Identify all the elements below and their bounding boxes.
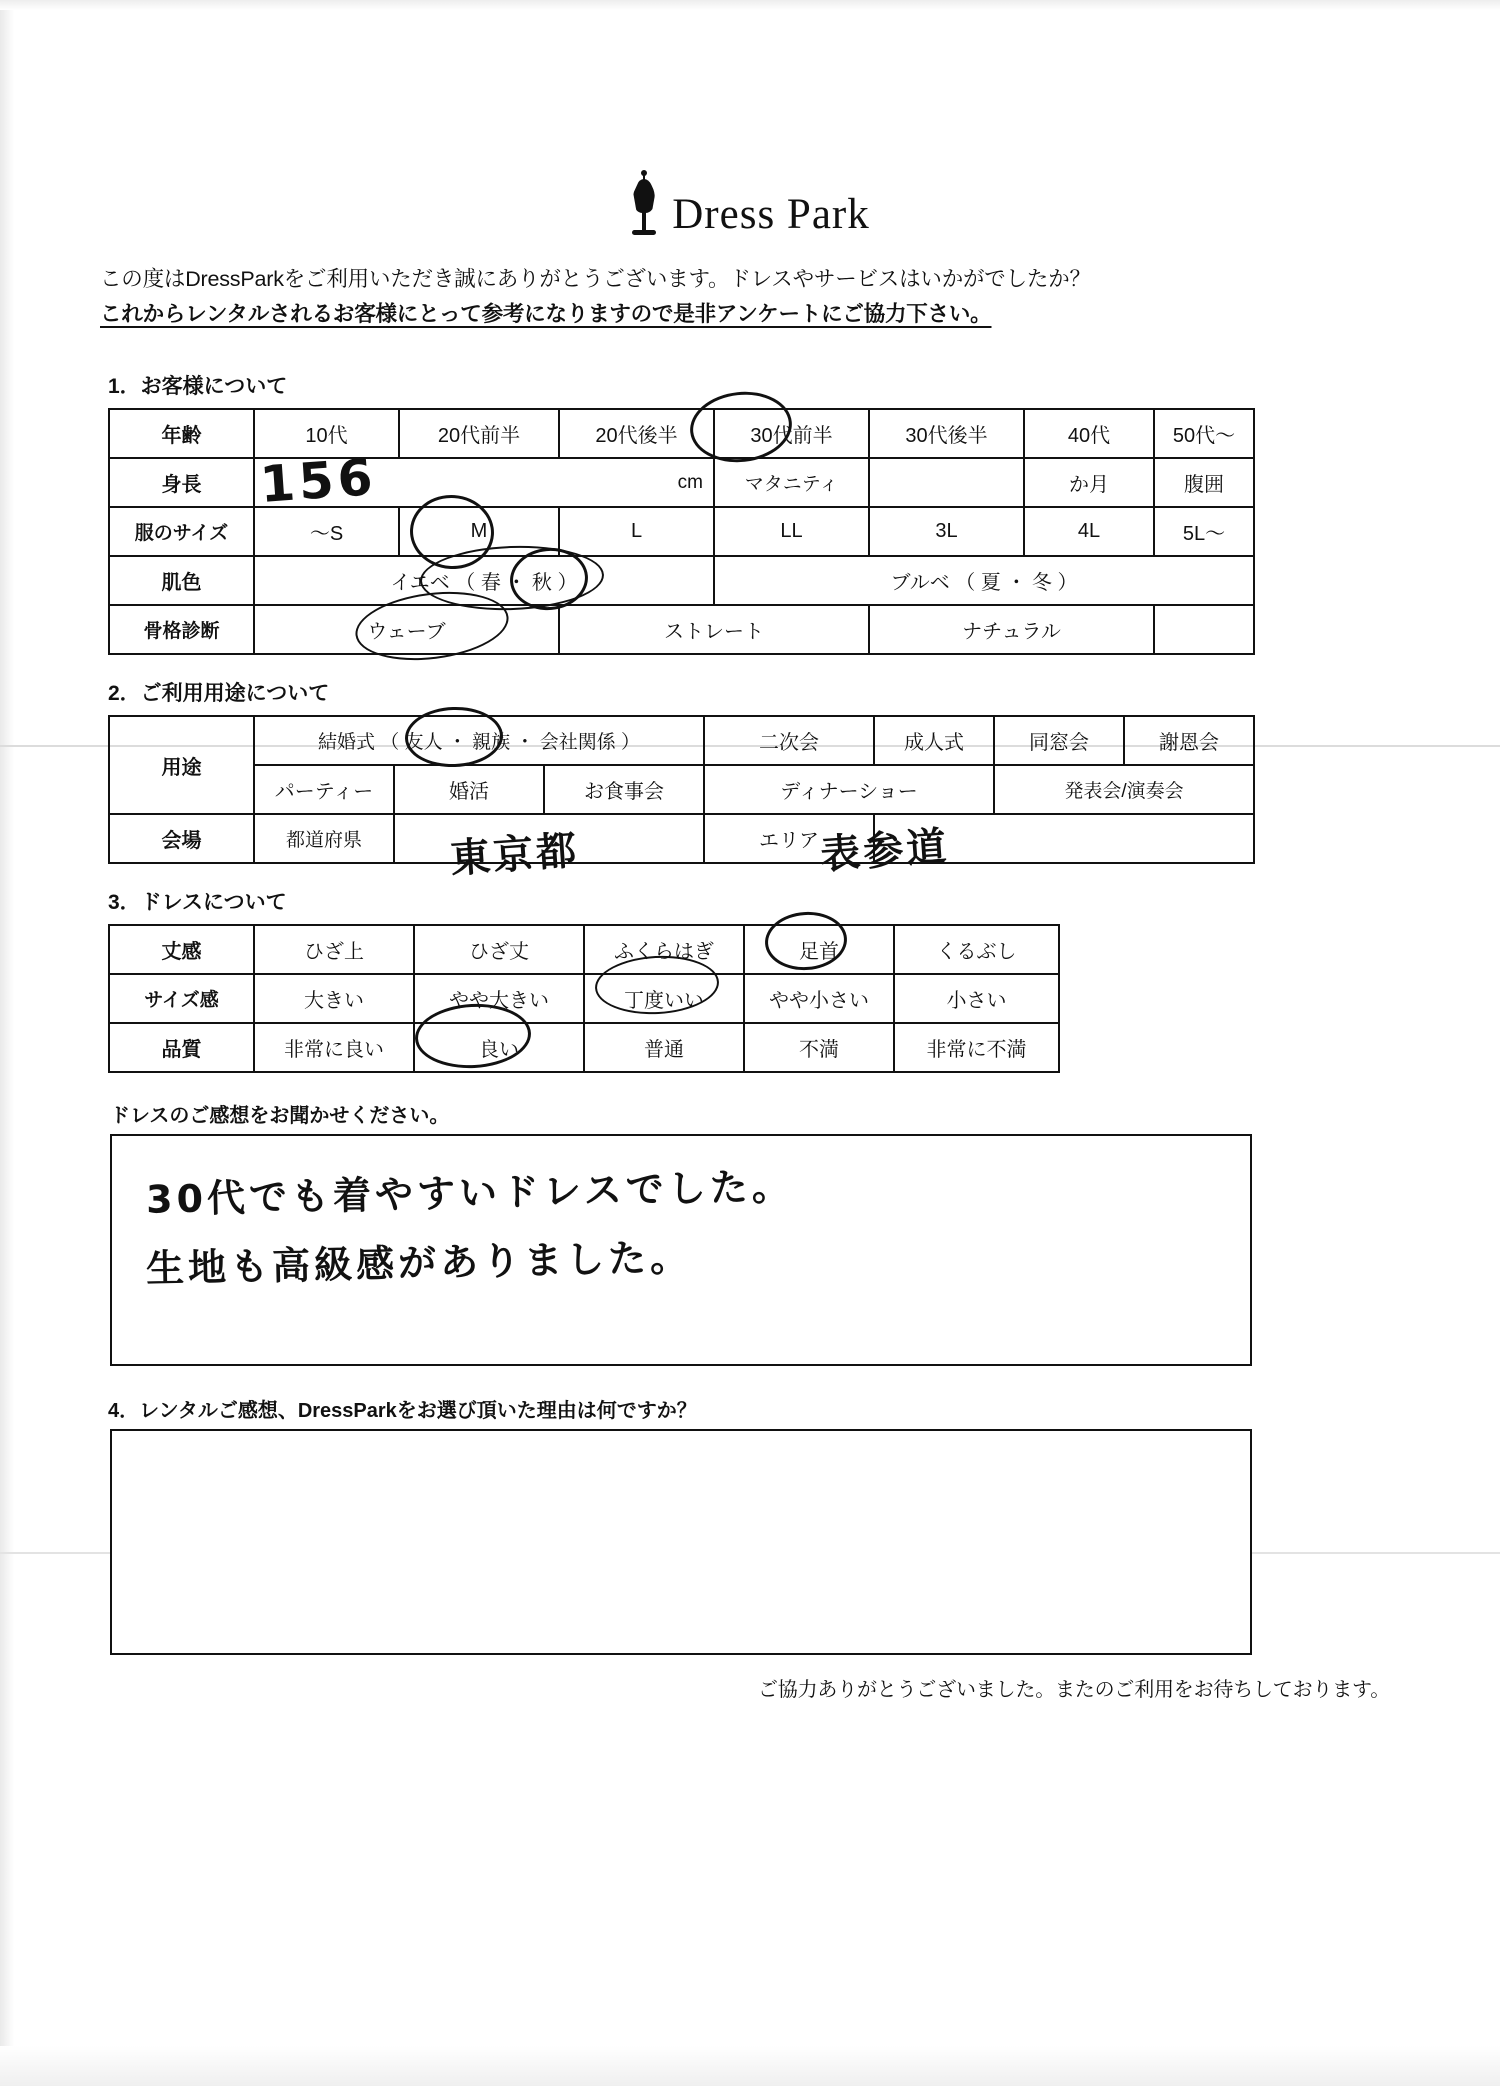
quality-very-unsatisfied[interactable]: 非常に不満 [894, 1023, 1059, 1072]
row-label-fit: サイズ感 [109, 974, 254, 1023]
customer-table [108, 408, 1255, 655]
purpose-wedding[interactable]: 結婚式 （ 友人 ・ 親族 ・ 会社関係 ） [254, 716, 704, 765]
venue-prefecture-value[interactable] [394, 814, 704, 863]
maternity-months-label: か月 [1024, 458, 1154, 507]
length-above-knee[interactable]: ひざ上 [254, 925, 414, 974]
skin-tone-yellow-base[interactable]: イエベ （ 春 ・ 秋 ） [254, 556, 714, 605]
quality-very-good[interactable]: 非常に良い [254, 1023, 414, 1072]
row-label-purpose: 用途 [109, 716, 254, 814]
venue-prefecture-label: 都道府県 [254, 814, 394, 863]
table-row-bone-diagnosis [109, 605, 1254, 654]
fit-slightly-small[interactable]: やや小さい [744, 974, 894, 1023]
maternity-months-cell[interactable] [869, 458, 1024, 507]
belly-label: 腹囲 [1154, 458, 1254, 507]
purpose-party[interactable]: パーティー [254, 765, 394, 814]
bone-option-wave[interactable]: ウェーブ [254, 605, 559, 654]
quality-good[interactable]: 良い [414, 1023, 584, 1072]
table-row-purpose-1 [109, 716, 1254, 765]
size-option-m[interactable]: M [399, 507, 559, 556]
usage-table [108, 715, 1255, 864]
table-row-length [109, 925, 1059, 974]
purpose-dining[interactable]: お食事会 [544, 765, 704, 814]
fit-just-right[interactable]: 丁度いい [584, 974, 744, 1023]
table-row-age [109, 409, 1254, 458]
row-label-quality: 品質 [109, 1023, 254, 1072]
size-option-ll[interactable]: LL [714, 507, 869, 556]
table-row-venue [109, 814, 1254, 863]
comment-box[interactable] [110, 1134, 1252, 1366]
purpose-recital[interactable]: 発表会/演奏会 [994, 765, 1254, 814]
age-option-20s-early[interactable]: 20代前半 [399, 409, 559, 458]
row-label-age: 年齢 [109, 409, 254, 458]
mannequin-icon [630, 170, 658, 236]
quality-normal[interactable]: 普通 [584, 1023, 744, 1072]
fit-large[interactable]: 大きい [254, 974, 414, 1023]
brand-name: Dress Park [672, 191, 870, 238]
quality-unsatisfied[interactable]: 不満 [744, 1023, 894, 1072]
brand-logo [100, 170, 1400, 236]
handwritten-area: 表参道 [818, 823, 951, 879]
table-row-purpose-2 [109, 765, 1254, 814]
size-option-s[interactable]: 〜S [254, 507, 399, 556]
row-label-bone-diagnosis: 骨格診断 [109, 605, 254, 654]
skin-tone-blue-base[interactable]: ブルベ （ 夏 ・ 冬 ） [714, 556, 1254, 605]
empty-cell [1154, 605, 1254, 654]
intro-line-2: これからレンタルされるお客様にとって参考になりますので是非アンケートにご協力下さい。 [100, 302, 992, 326]
purpose-thanksgiving[interactable]: 謝恩会 [1124, 716, 1254, 765]
length-knee[interactable]: ひざ丈 [414, 925, 584, 974]
table-row-height [109, 458, 1254, 507]
venue-area-label: エリア [704, 814, 874, 863]
purpose-reunion[interactable]: 同窓会 [994, 716, 1124, 765]
row-label-clothing-size: 服のサイズ [109, 507, 254, 556]
length-ankle[interactable]: 足首 [744, 925, 894, 974]
fit-slightly-large[interactable]: やや大きい [414, 974, 584, 1023]
purpose-coming-of-age[interactable]: 成人式 [874, 716, 994, 765]
age-option-40s[interactable]: 40代 [1024, 409, 1154, 458]
section-title-usage: 2．ご利用用途について [108, 682, 330, 705]
scan-edge-top [0, 0, 1500, 10]
dress-table [108, 924, 1060, 1073]
height-unit: cm [677, 471, 703, 493]
size-option-4l[interactable]: 4L [1024, 507, 1154, 556]
row-label-height: 身長 [109, 458, 254, 507]
purpose-afterparty[interactable]: 二次会 [704, 716, 874, 765]
row-label-venue: 会場 [109, 814, 254, 863]
question4-box[interactable] [110, 1429, 1252, 1655]
handwritten-height-value: 156 [258, 448, 379, 514]
age-option-30s-late[interactable]: 30代後半 [869, 409, 1024, 458]
table-row-quality [109, 1023, 1059, 1072]
scan-edge-bottom [0, 2046, 1500, 2086]
venue-area-value[interactable] [874, 814, 1254, 863]
fit-small[interactable]: 小さい [894, 974, 1059, 1023]
section-title-customer: 1．お客様について [108, 375, 288, 398]
purpose-matchmaking[interactable]: 婚活 [394, 765, 544, 814]
table-row-clothing-size [109, 507, 1254, 556]
handwritten-comment-line-1: 30代でも着やすいドレスでした。 [145, 1164, 795, 1222]
size-option-l[interactable]: L [559, 507, 714, 556]
section-title-dress: 3．ドレスについて [108, 891, 287, 914]
age-option-30s-early[interactable]: 30代前半 [714, 409, 869, 458]
footer-text: ご協力ありがとうございました。またのご利用をお待ちしております。 [758, 1679, 1390, 1701]
bone-option-straight[interactable]: ストレート [559, 605, 869, 654]
age-option-20s-late[interactable]: 20代後半 [559, 409, 714, 458]
length-anklebone[interactable]: くるぶし [894, 925, 1059, 974]
table-row-skin-tone [109, 556, 1254, 605]
question4-label: 4．レンタルご感想、DressParkをお選び頂いた理由は何ですか？ [108, 1400, 697, 1422]
purpose-dinner-show[interactable]: ディナーショー [704, 765, 994, 814]
intro-line-1: この度はDressParkをご利用いただき誠にありがとうございます。ドレスやサービスはいかがでしたか？ [100, 267, 1091, 291]
bone-option-natural[interactable]: ナチュラル [869, 605, 1154, 654]
size-option-3l[interactable]: 3L [869, 507, 1024, 556]
maternity-label: マタニティ [714, 458, 869, 507]
height-value-cell[interactable] [254, 458, 714, 507]
length-calf[interactable]: ふくらはぎ [584, 925, 744, 974]
age-option-10s[interactable]: 10代 [254, 409, 399, 458]
comment-label: ドレスのご感想をお聞かせください。 [110, 1105, 450, 1127]
row-label-skin-tone: 肌色 [109, 556, 254, 605]
age-option-50s[interactable]: 50代〜 [1154, 409, 1254, 458]
size-option-5l[interactable]: 5L〜 [1154, 507, 1254, 556]
handwritten-comment-line-2: 生地も高級感がありました。 [145, 1235, 693, 1291]
handwritten-prefecture: 東京都 [448, 827, 581, 883]
table-row-fit [109, 974, 1059, 1023]
scan-edge-left [0, 0, 14, 2086]
row-label-length: 丈感 [109, 925, 254, 974]
